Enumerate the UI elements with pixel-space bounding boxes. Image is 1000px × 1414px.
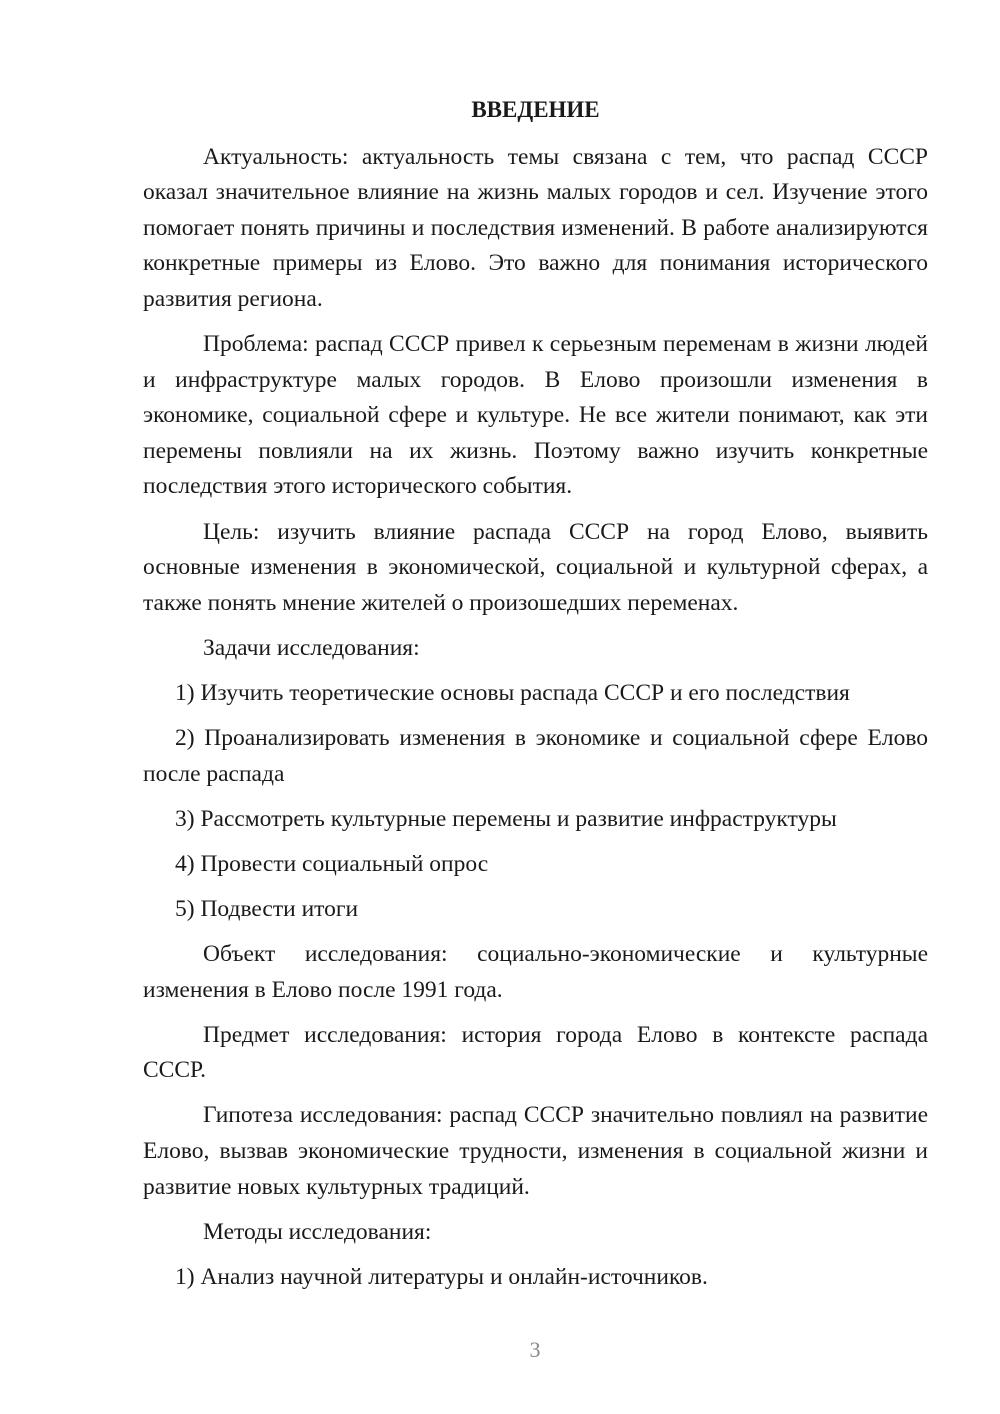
task-item-4: 4) Провести социальный опрос bbox=[175, 850, 489, 877]
section-heading: ВВЕДЕНИЕ bbox=[471, 97, 600, 122]
task-item-3: 3) Рассмотреть культурные перемены и развитие инфраструктуры bbox=[175, 805, 837, 832]
subject-paragraph: Предмет исследования: история города Елово в контексте распада СССР. bbox=[143, 1021, 928, 1084]
object-paragraph: Объект исследования: социально-экономические и культурные изменения в Елово после 1991 года. bbox=[143, 940, 928, 1003]
method-item-1: 1) Анализ научной литературы и онлайн-источников. bbox=[175, 1263, 708, 1290]
hypothesis-paragraph: Гипотеза исследования: распад СССР значительно повлиял на развитие Елово, вызвав экономические трудности, изменения в социальной жизни и развитие новых культурных традиций. bbox=[143, 1102, 928, 1200]
task-item-1: 1) Изучить теоретические основы распада СССР и его последствия bbox=[175, 679, 850, 706]
problem-paragraph: Проблема: распад СССР привел к серьезным переменам в жизни людей и инфраструктуре малых городов. В Елово произошли изменения в экономике, социальной сфере и культуре. Не все жители понимают, как эти перемены повлияли на их жизнь. Поэтому важно изучить конкретные последствия этого исторического события. bbox=[143, 331, 928, 500]
tasks-heading: Задачи исследования: bbox=[203, 634, 420, 661]
page-content bbox=[143, 92, 928, 1305]
methods-heading: Методы исследования: bbox=[203, 1218, 432, 1245]
goal-paragraph: Цель: изучить влияние распада СССР на город Елово, выявить основные изменения в экономической, социальной и культурной сферах, а также понять мнение жителей о произошедших переменах. bbox=[143, 518, 928, 616]
relevance-paragraph: Актуальность: актуальность темы связана с тем, что распад СССР оказал значительное влияние на жизнь малых городов и сел. Изучение этого помогает понять причины и последствия изменений. В работе анализируются конкретные примеры из Елово. Это важно для понимания исторического развития региона. bbox=[143, 143, 928, 312]
task-item-2: 2) Проанализировать изменения в экономике и социальной сфере Елово после распада bbox=[143, 725, 928, 787]
task-item-5: 5) Подвести итоги bbox=[175, 895, 359, 922]
page-number: 3 bbox=[529, 1337, 541, 1362]
